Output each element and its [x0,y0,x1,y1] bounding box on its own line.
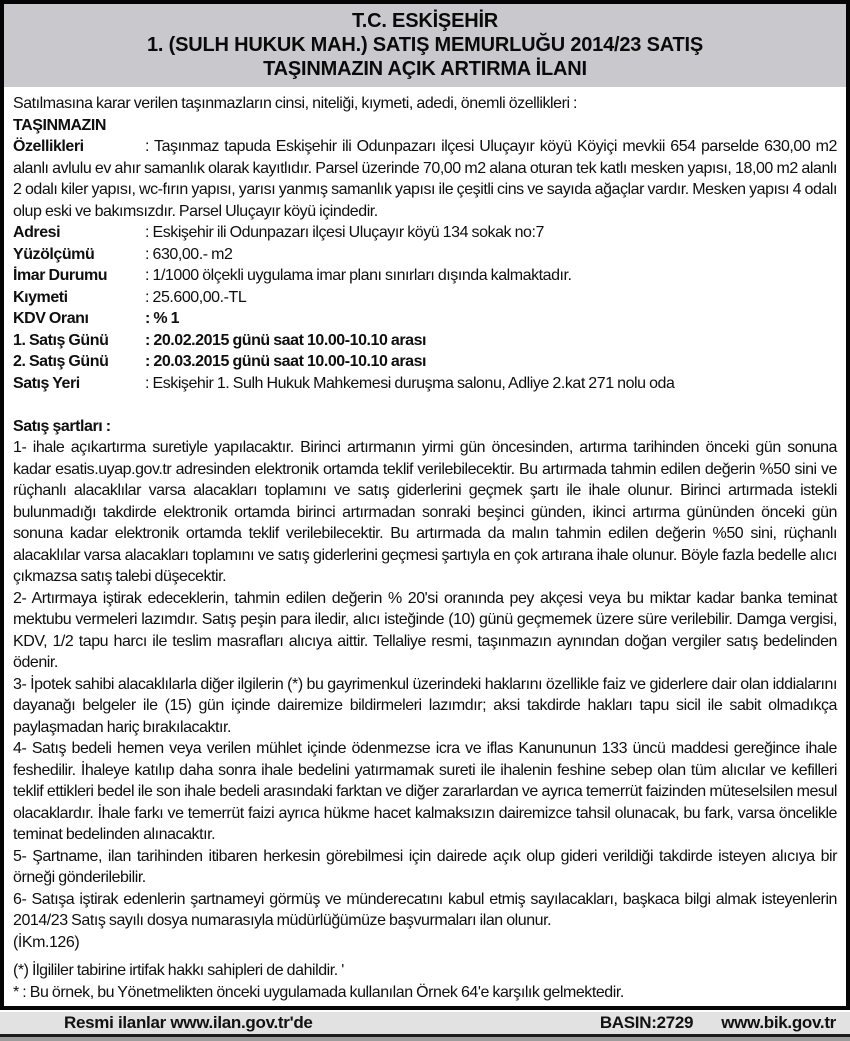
note-ikm-reference: (İKm.126) [13,933,80,951]
detail-value-ozellikleri: : Taşınmaz tapuda Eskişehir ili Odunpazarı ilçesi Uluçayır köyü Köyiçi mevkii 654 parselde 630,00 m2 alanlı avlulu ev ahır samanlık olarak kayıtlıdır. Parsel üzerinde 70,00 m2 alana oturan tek katlı mesken yapısı, 18,00 m2 alanlı 2 odalı kiler yapısı, wc-fırın yapısı, yarısı yanmış samanlık yapısı ile çeşitli cins ve sayıda ağaçlar vardır. Mesken yapısı 4 odalı olup eski ve bakımsızdır. Parsel Uluçayır köyü içindedir. [13,138,837,220]
header-court-line: T.C. ESKİŞEHİR [351,10,499,32]
detail-row-satis-gunu-1 [13,330,837,352]
detail-label-satis-gunu-2: 2. Satış Günü [13,353,109,370]
detail-row-yuzolcumu [13,244,837,266]
detail-row-kiymeti [13,287,837,309]
detail-row-imar-durumu [13,265,837,287]
detail-row-kdv-orani [13,308,837,330]
detail-value-satis-yeri: : Eskişehir 1. Sulh Hukuk Mahkemesi duruşma salonu, Adliye 2.kat 271 nolu oda [145,374,675,392]
note-ornek-reference: * : Bu örnek, bu Yönetmelikten önceki uygulamada kullanılan Örnek 64'e karşılık gelmektedir. [13,983,624,1001]
detail-value-satis-gunu-2: : 20.03.2015 günü saat 10.00-10.10 arası [145,353,427,370]
terms-heading: Satış şartları : [13,417,111,435]
footer-gray-bar [0,1037,850,1041]
intro-line: Satılmasına karar verilen taşınmazların cinsi, niteliği, kıymeti, adedi, önemli özellikleri : [13,95,578,112]
header-title-line: TAŞINMAZIN AÇIK ARTIRMA İLANI [263,58,587,80]
detail-label-yuzolcumu: Yüzölçümü [13,245,95,263]
detail-value-yuzolcumu: : 630,00.- m2 [145,245,233,263]
term-paragraph-2: 2- Artırmaya iştirak edeceklerin, tahmin edilen değerin % 20'si oranında pey akçesi veya bu miktar kadar banka teminat mektubu vermeleri lazımdır. Satış peşin para iledir, alıcı isteğinde (10) günü geçmemek üzere süre verilebilir. Damga vergisi, KDV, 1/2 tapu harcı ile teslim masrafları alıcıya aittir. Tellaliye resmi, taşınmazın aynından doğan vergiler satış bedelinden ödenir. [13,589,837,671]
footer-bik-url: www.bik.gov.tr [721,1013,836,1032]
detail-row-satis-gunu-2 [13,351,837,373]
detail-label-kdv-orani: KDV Oranı [13,310,89,327]
detail-label-adresi: Adresi [13,224,61,241]
detail-value-satis-gunu-1: : 20.02.2015 günü saat 10.00-10.10 arası [145,331,427,349]
property-heading: TAŞINMAZIN [13,116,106,134]
notice-body [4,87,846,1003]
detail-label-satis-gunu-1: 1. Satış Günü [13,331,109,349]
term-paragraph-3: 3- İpotek sahibi alacaklılarla diğer ilgilerin (*) bu gayrimenkul üzerindeki haklarını özellikle faiz ve giderlere dair olan iddialarını dayanağı belgeler ile (15) gün içinde dairemize bildirmeleri lazımdır; aksi takdirde hakları tapu sicil ile sabit olmadıkça paylaşmadan hariç bırakılacaktır. [13,675,837,736]
header-office-line: 1. (SULH HUKUK MAH.) SATIŞ MEMURLUĞU 2014/23 SATIŞ [147,34,703,56]
detail-label-satis-yeri: Satış Yeri [13,374,80,392]
term-paragraph-4: 4- Satış bedeli hemen veya verilen mühlet içinde ödenmezse icra ve iflas Kanununun 133 üncü maddesi gereğince ihale feshedilir. İhaleye katılıp daha sonra ihale bedelini yatırmamak sureti ile ihalenin feshine sebep olan tüm alıcılar ve kefilleri teklif ettikleri bedel ile son ihale bedeli arasındaki farktan ve diğer zararlardan ve ayrıca temerrüt faizinden müteselsilen mesul olacaklardır. İhale farkı ve temerrüt faizi ayrıca hükme hacet kalmaksızın dairemizce tahsil olunacak, bu fark, varsa öncelikle teminat bedelinden alınacaktır. [13,740,837,843]
footer-basin-code: BASIN:2729 [599,1013,694,1032]
detail-value-kiymeti: : 25.600,00.-TL [145,288,247,306]
detail-row-satis-yeri [13,373,837,395]
note-asterisk-definition: (*) İlgililer tabirine irtifak hakkı sahipleri de dahildir. ' [13,962,344,979]
term-paragraph-5: 5- Şartname, ilan tarihinden itibaren herkesin görebilmesi için dairede açık olup gideri verildiği takdirde isteyen alıcıya bir örneği gönderilebilir. [13,847,837,886]
term-paragraph-1: 1- ihale açıkartırma suretiyle yapılacaktır. Birinci artırmanın yirmi gün öncesinden, artırma tarihinden önceki gün sonuna kadar esatis.uyap.gov.tr adresinden elektronik ortamda teklif verilebilecektir. Bu artırmada tahmin edilen değerin %50 sini ve rüçhanlı alacaklılar varsa alacakları toplamını ve satış giderlerini geçmek şartı ile ihale olunur. Birinci artırmada istekli bulunmadığı takdirde elektronik ortamda birinci artırmadan sonraki beşinci günden, ikinci artırma gününden önceki gün sonuna kadar elektronik ortamda teklif verilebilecektir. Bu artırmada da malın tahmin edilen değerin %50 sini, rüçhanlı alacaklılar varsa alacakları toplamını ve satış giderlerini geçmesi şartıyla en çok artırana ihale olunur. Böyle fazla bedelle alıcı çıkmazsa satış talebi düşecektir. [13,439,837,585]
footer-official-ads-text: Resmi ilanlar www.ilan.gov.tr'de [64,1013,313,1032]
detail-row-adresi [13,222,837,244]
footer [0,1012,850,1041]
notice-header [4,4,846,87]
detail-value-imar-durumu: : 1/1000 ölçekli uygulama imar planı sınırları dışında kalmaktadır. [145,267,572,284]
term-paragraph-6: 6- Satışa iştirak edenlerin şartnameyi görmüş ve münderecatını kabul etmiş sayılacakları, başkaca bilgi almak isteyenlerin 2014/23 Satış sayılı dosya numarasıyla müdürlüğümüze başvurmaları ilan olunur. [13,890,837,929]
footer-right-group [600,1013,836,1033]
detail-label-ozellikleri: Özellikleri [13,138,84,155]
detail-value-kdv-orani: : % 1 [145,310,180,327]
detail-row-ozellikleri [13,136,837,222]
detail-label-kiymeti: Kıymeti [13,288,68,306]
detail-value-adresi: : Eskişehir ili Odunpazarı ilçesi Uluçayır köyü 134 sokak no:7 [145,224,544,241]
detail-label-imar-durumu: İmar Durumu [13,267,108,284]
footer-strip [0,1012,850,1034]
